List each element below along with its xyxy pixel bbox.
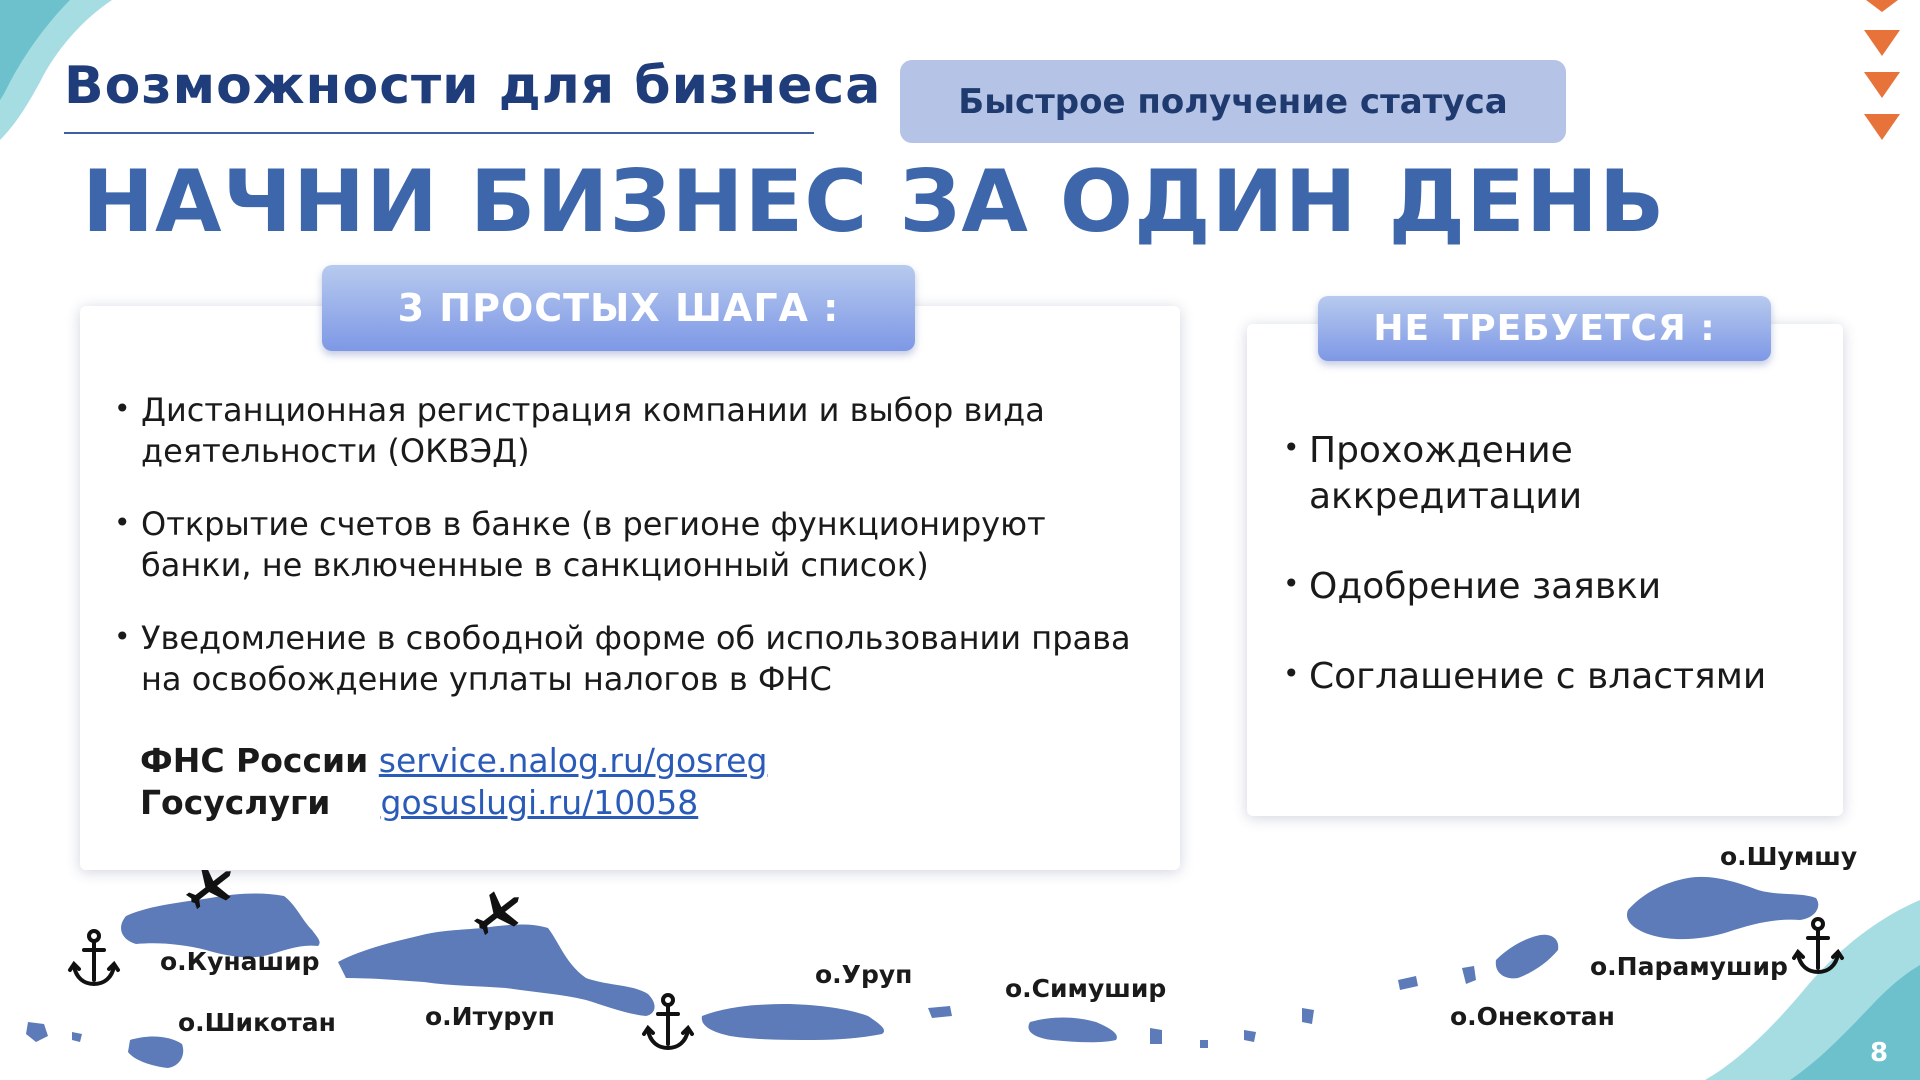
island-label-paramushir: о.Парамушир [1590,952,1788,981]
list-item: • Соглашение с властями [1283,654,1823,700]
anchor-icon [1794,919,1842,972]
island-label-shumshu: о.Шумшу [1720,842,1858,871]
steps-tab [322,265,915,351]
link-row-gosuslugi [140,782,767,824]
list-item: • Прохождение аккредитации [1283,428,1823,520]
not-required-tab [1318,296,1771,361]
page-number: 8 [1870,1038,1889,1068]
island-simushir [1028,1018,1116,1043]
list-item: • Уведомление в свободной форме об использовании права на освобождение уплаты налогов в ФНС [114,618,1154,700]
status-badge [900,60,1566,143]
islet-8 [1398,976,1418,990]
page-title: НАЧНИ БИЗНЕС ЗА ОДИН ДЕНЬ [82,152,1666,252]
islet-2 [72,1032,82,1042]
not-required-list [1283,428,1823,744]
islet-1 [26,1022,48,1042]
gosuslugi-link[interactable]: gosuslugi.ru/10058 [380,783,699,822]
fns-link[interactable]: service.nalog.ru/gosreg [378,741,768,780]
link-label-gosuslugi: Госуслуги [140,783,331,822]
islet-9 [1462,966,1476,984]
steps-tab-label: 3 ПРОСТЫХ ШАГА : [397,286,840,330]
anchor-icon [70,931,118,984]
link-label-fns: ФНС России [140,741,369,780]
island-urup [702,1004,884,1040]
island-label-shikotan: о.Шикотан [178,1008,336,1037]
section-title: Возможности для бизнеса [64,56,882,116]
island-label-urup: о.Уруп [815,960,913,989]
island-label-onekotan: о.Онекотан [1450,1002,1615,1031]
list-item: • Открытие счетов в банке (в регионе функционируют банки, не включенные в санкционный список) [114,504,1154,586]
islet-4 [1150,1028,1162,1044]
status-badge-label: Быстрое получение статуса [958,81,1508,122]
islet-5 [1200,1040,1208,1048]
not-required-tab-label: НЕ ТРЕБУЕТСЯ : [1373,308,1716,349]
steps-list [114,390,1154,732]
island-shikotan [128,1037,183,1068]
island-paramushir [1627,877,1818,939]
islet-6 [1244,1030,1256,1042]
service-links [140,740,767,824]
islet-7 [1302,1008,1314,1024]
link-row-fns [140,740,767,782]
list-item: • Одобрение заявки [1283,564,1823,610]
list-item: • Дистанционная регистрация компании и выбор вида деятельности (ОКВЭД) [114,390,1154,472]
island-label-kunashir: о.Кунашир [160,947,320,976]
island-onekotan [1496,935,1558,979]
islet-3 [928,1006,952,1018]
section-title-underline [64,132,814,134]
island-label-iturup: о.Итуруп [425,1002,555,1031]
chevron-arrows-decor [1864,0,1900,140]
island-label-simushir: о.Симушир [1005,974,1167,1003]
